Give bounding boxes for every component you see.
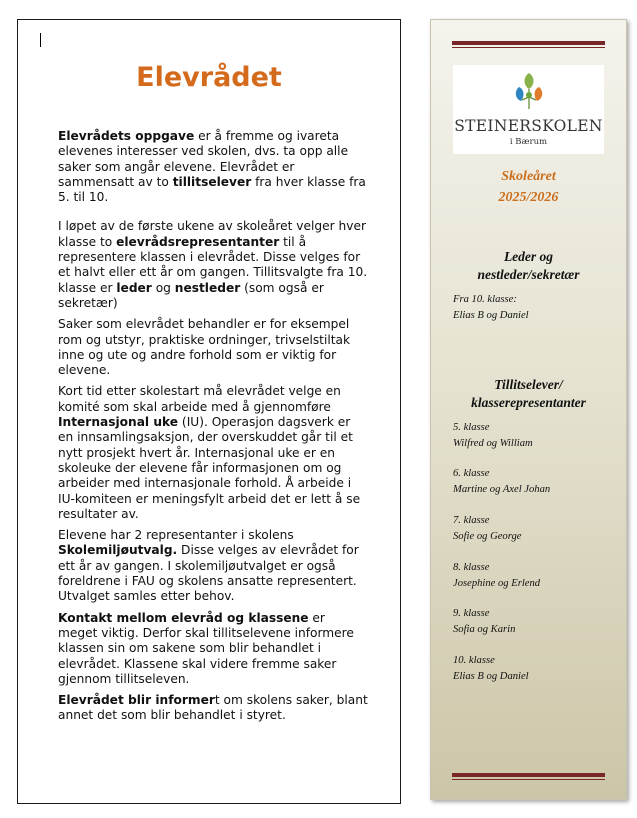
class-names: Elias B og Daniel [453, 670, 529, 682]
text-run: til å representere klassen i elevrådet. Disse velges for et halvt eller ett år om gangen. Tillitsvalgte fra 10. klasse er [58, 234, 368, 295]
class-names: Wilfred og William [453, 437, 533, 449]
bold-text-run: leder [116, 280, 152, 295]
bold-text-run: Skolemiljøutvalg. [58, 543, 178, 558]
paragraph [58, 317, 368, 378]
class-names: Sofia og Karin [453, 623, 516, 635]
paragraph [58, 129, 368, 205]
leader-heading-line: Leder og [503, 249, 554, 264]
class-label: 5. klasse [453, 422, 490, 433]
representatives-heading [431, 376, 626, 412]
leader-entry [453, 292, 529, 323]
paragraph [58, 219, 368, 311]
representatives-heading-line: klasserepresentanter [471, 395, 586, 410]
class-entry [453, 653, 529, 684]
class-names: Sofie og George [453, 530, 522, 542]
text-run: er meget viktig. Derfor skal tillitselevene informere klassen sin om sakene som blir behandlet i elevrådet. Klassene skal videre fremme saker gjennom tillitseleven. [58, 610, 354, 686]
school-year-value: 2025/2026 [498, 190, 559, 205]
text-run: fra hver klasse fra 5. til 10. [58, 174, 366, 205]
representatives-heading-line: Tillitselever/ [494, 377, 563, 392]
class-names: Josephine og Erlend [453, 577, 541, 589]
tree-leaves-icon [511, 71, 547, 111]
top-divider [452, 41, 605, 48]
text-run: Kort tid etter skolestart må elevrådet velge en komité som skal arbeide med å gjennomføre [58, 384, 341, 414]
logo-wordmark: STEINERSKOLEN [454, 117, 603, 135]
bold-text-run: Elevrådets oppgave [58, 129, 195, 143]
school-logo [453, 65, 604, 154]
bold-text-run: Kontakt mellom elevråd og klassene [58, 610, 309, 625]
page-title: Elevrådet [136, 62, 282, 93]
paragraph [58, 528, 368, 604]
class-entry [453, 420, 533, 451]
text-run: I løpet av de første ukene av skoleåret velger hver klasse to [58, 219, 366, 249]
class-label: 8. klasse [453, 562, 490, 573]
bold-text-run: nestleder [174, 280, 241, 295]
sidebar-panel [430, 19, 627, 800]
text-run: Disse velges av elevrådet for ett år av gangen. I skolemiljøutvalget er også foreldrene i FAU og skolens ansatte representert. Utvalget samles etter behov. [58, 543, 359, 604]
class-entry [453, 466, 550, 497]
bold-text-run: Elevrådet blir informer [58, 693, 215, 708]
text-run: t om skolens saker, blant annet det som blir behandlet i styret. [58, 693, 368, 723]
bottom-divider [452, 773, 605, 780]
leader-heading [431, 248, 626, 284]
class-label: 6. klasse [453, 468, 490, 479]
text-run: er å fremme og ivareta elevenes interesser ved skolen, dvs. ta opp alle saker som angår elevene. Elevrådet er sammensatt av to [58, 129, 349, 189]
class-entry [453, 560, 540, 591]
class-label: 7. klasse [453, 515, 490, 526]
bold-text-run: Internasjonal uke [58, 415, 179, 430]
class-entry [453, 606, 515, 637]
class-label: 10. klasse [453, 655, 495, 666]
paragraph [58, 384, 368, 522]
bold-text-run: elevrådsrepresentanter [116, 234, 280, 249]
document-body [58, 129, 368, 730]
paragraph [58, 693, 368, 724]
bold-text-run: tillitselever [172, 174, 252, 189]
leader-heading-line: nestleder/sekretær [477, 267, 580, 282]
logo-subtitle: i Bærum [509, 137, 548, 147]
text-run: Elevene har 2 representanter i skolens [58, 528, 294, 543]
class-entry [453, 513, 521, 544]
text-run: (som også er sekretær) [58, 280, 324, 310]
school-year [431, 166, 626, 208]
leader-names: Elias B og Daniel [453, 309, 529, 321]
text-run: Saker som elevrådet behandler er for eksempel rom og utstyr, praktiske ordninger, trivselstiltak inne og ute og andre forhold som er viktig for elevene. [58, 317, 351, 378]
paragraph [58, 611, 368, 687]
text-cursor [40, 33, 41, 47]
school-year-label: Skoleåret [501, 169, 556, 184]
leader-label: Fra 10. klasse: [453, 294, 517, 305]
document-page[interactable] [17, 19, 401, 804]
class-label: 9. klasse [453, 608, 490, 619]
class-names: Martine og Axel Johan [453, 483, 551, 495]
text-run: (IU). Operasjon dagsverk er en innsamlingsaksjon, der overskuddet går til et nytt prosjekt hvert år. Internasjonal uke er en skoleuke der elevene får informasjonen om og arbeider med internasjonale forhold. Å arbeide i IU-komiteen er meningsfylt arbeid det er lett å se resultater av. [58, 415, 361, 521]
text-run: og [151, 280, 175, 295]
